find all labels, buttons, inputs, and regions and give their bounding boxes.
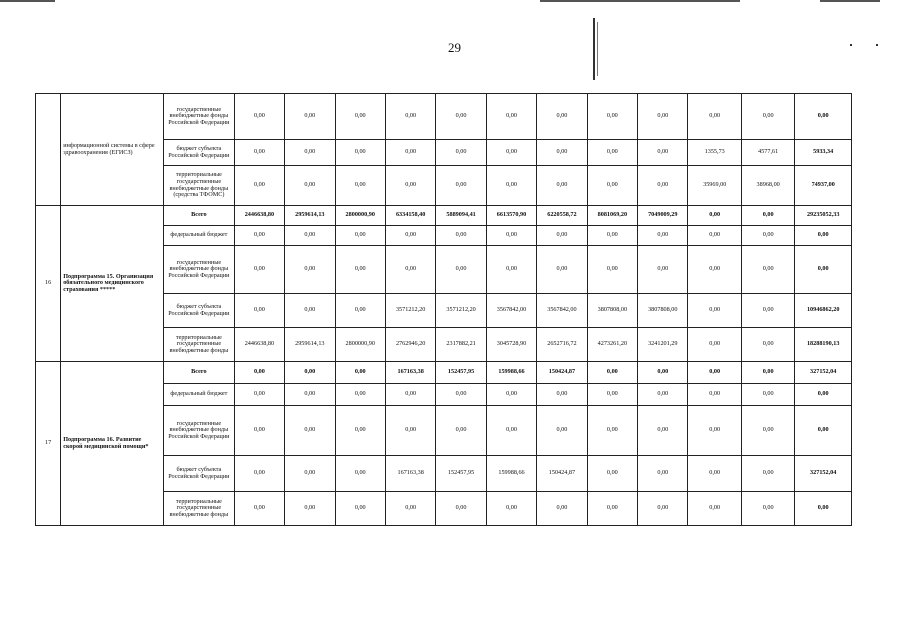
funding-source: Всего [164, 206, 235, 226]
amount-cell: 0,00 [587, 362, 637, 384]
funding-source: территориальные государственные внебюджетные фонды [164, 492, 235, 526]
amount-cell: 35969,00 [688, 166, 741, 206]
amount-cell: 0,00 [537, 94, 587, 140]
total-cell: 10946862,20 [795, 294, 852, 328]
amount-cell: 2800000,90 [335, 328, 385, 362]
amount-cell: 0,00 [688, 406, 741, 456]
amount-cell: 3807808,00 [587, 294, 637, 328]
amount-cell: 0,00 [486, 94, 536, 140]
amount-cell: 0,00 [741, 94, 794, 140]
page-number: 29 [448, 40, 461, 55]
amount-cell: 0,00 [688, 456, 741, 492]
funding-source: государственные внебюджетные фонды Российской Федерации [164, 94, 235, 140]
amount-cell: 0,00 [285, 166, 335, 206]
scan-top-mark [820, 0, 880, 2]
amount-cell: 0,00 [385, 406, 435, 456]
amount-cell: 0,00 [587, 94, 637, 140]
amount-cell: 0,00 [436, 246, 486, 294]
total-cell: 18288190,13 [795, 328, 852, 362]
amount-cell: 150424,87 [537, 362, 587, 384]
scan-dot [850, 44, 852, 46]
amount-cell: 3571212,20 [436, 294, 486, 328]
scan-dot [876, 44, 878, 46]
amount-cell: 0,00 [638, 362, 688, 384]
amount-cell: 6220558,72 [537, 206, 587, 226]
amount-cell: 0,00 [385, 140, 435, 166]
scan-binding-line [593, 18, 595, 80]
amount-cell: 0,00 [688, 492, 741, 526]
amount-cell: 0,00 [587, 384, 637, 406]
funding-source: бюджет субъекта Российской Федерации [164, 456, 235, 492]
amount-cell: 0,00 [688, 94, 741, 140]
row-number: 17 [36, 362, 61, 526]
amount-cell: 3567842,00 [486, 294, 536, 328]
amount-cell: 0,00 [335, 406, 385, 456]
amount-cell: 3241201,29 [638, 328, 688, 362]
program-name: Подпрограмма 15. Организация обязательного медицинского страхования ***** [61, 206, 164, 362]
amount-cell: 0,00 [486, 384, 536, 406]
amount-cell: 0,00 [587, 166, 637, 206]
amount-cell: 0,00 [688, 226, 741, 246]
funding-source: государственные внебюджетные фонды Российской Федерации [164, 246, 235, 294]
amount-cell: 2959614,13 [285, 328, 335, 362]
amount-cell: 0,00 [741, 362, 794, 384]
amount-cell: 0,00 [285, 362, 335, 384]
amount-cell: 0,00 [385, 384, 435, 406]
funding-source: бюджет субъекта Российской Федерации [164, 140, 235, 166]
amount-cell: 3045728,90 [486, 328, 536, 362]
amount-cell: 167163,38 [385, 362, 435, 384]
funding-source: Всего [164, 362, 235, 384]
amount-cell: 0,00 [741, 406, 794, 456]
amount-cell: 0,00 [234, 492, 284, 526]
amount-cell: 0,00 [486, 140, 536, 166]
amount-cell: 0,00 [486, 246, 536, 294]
amount-cell: 0,00 [335, 492, 385, 526]
amount-cell: 0,00 [285, 384, 335, 406]
amount-cell: 0,00 [741, 226, 794, 246]
amount-cell: 0,00 [285, 294, 335, 328]
amount-cell: 0,00 [688, 384, 741, 406]
funding-source: территориальные государственные внебюджетные фонды (средства ТФОМС) [164, 166, 235, 206]
amount-cell: 0,00 [335, 294, 385, 328]
amount-cell: 0,00 [385, 166, 435, 206]
amount-cell: 0,00 [537, 492, 587, 526]
amount-cell: 159988,66 [486, 456, 536, 492]
amount-cell: 0,00 [285, 140, 335, 166]
amount-cell: 0,00 [436, 140, 486, 166]
amount-cell: 0,00 [234, 246, 284, 294]
amount-cell: 0,00 [688, 206, 741, 226]
amount-cell: 0,00 [537, 140, 587, 166]
amount-cell: 0,00 [587, 406, 637, 456]
amount-cell: 0,00 [638, 140, 688, 166]
scan-binding-line-thin [597, 22, 598, 76]
amount-cell: 0,00 [638, 492, 688, 526]
program-name: информационной системы в сфере здравоохранения (ЕГИСЗ) [61, 94, 164, 206]
amount-cell: 152457,95 [436, 362, 486, 384]
funding-source: федеральный бюджет [164, 384, 235, 406]
amount-cell: 0,00 [436, 492, 486, 526]
row-number: 16 [36, 206, 61, 362]
amount-cell: 0,00 [385, 226, 435, 246]
amount-cell: 0,00 [335, 140, 385, 166]
amount-cell: 0,00 [741, 328, 794, 362]
amount-cell: 2317882,21 [436, 328, 486, 362]
funding-source: федеральный бюджет [164, 226, 235, 246]
amount-cell: 0,00 [436, 94, 486, 140]
amount-cell: 0,00 [486, 406, 536, 456]
amount-cell: 0,00 [638, 456, 688, 492]
amount-cell: 0,00 [285, 94, 335, 140]
amount-cell: 0,00 [537, 246, 587, 294]
amount-cell: 3567842,00 [537, 294, 587, 328]
amount-cell: 0,00 [741, 384, 794, 406]
amount-cell: 0,00 [741, 294, 794, 328]
amount-cell: 0,00 [741, 246, 794, 294]
amount-cell: 152457,95 [436, 456, 486, 492]
amount-cell: 2652716,72 [537, 328, 587, 362]
total-cell: 5933,34 [795, 140, 852, 166]
amount-cell: 0,00 [234, 384, 284, 406]
amount-cell: 0,00 [285, 226, 335, 246]
amount-cell: 1355,73 [688, 140, 741, 166]
amount-cell: 150424,87 [537, 456, 587, 492]
amount-cell: 38968,00 [741, 166, 794, 206]
amount-cell: 2446638,80 [234, 206, 284, 226]
amount-cell: 159988,66 [486, 362, 536, 384]
table-row [36, 94, 852, 140]
amount-cell: 0,00 [638, 406, 688, 456]
amount-cell: 0,00 [587, 226, 637, 246]
amount-cell: 0,00 [436, 384, 486, 406]
amount-cell: 0,00 [234, 94, 284, 140]
amount-cell: 0,00 [537, 384, 587, 406]
total-cell: 74937,00 [795, 166, 852, 206]
total-cell: 0,00 [795, 246, 852, 294]
amount-cell: 3571212,20 [385, 294, 435, 328]
funding-table [35, 93, 852, 526]
amount-cell: 0,00 [688, 362, 741, 384]
funding-source: государственные внебюджетные фонды Российской Федерации [164, 406, 235, 456]
amount-cell: 6334158,40 [385, 206, 435, 226]
amount-cell: 2800000,90 [335, 206, 385, 226]
amount-cell: 0,00 [638, 94, 688, 140]
amount-cell: 0,00 [335, 362, 385, 384]
amount-cell: 0,00 [285, 406, 335, 456]
amount-cell: 6613570,90 [486, 206, 536, 226]
amount-cell: 0,00 [638, 246, 688, 294]
program-name: Подпрограмма 16. Развитие скорой медицинской помощи* [61, 362, 164, 526]
amount-cell: 0,00 [741, 456, 794, 492]
amount-cell: 0,00 [486, 166, 536, 206]
amount-cell: 0,00 [587, 492, 637, 526]
total-cell: 29235052,33 [795, 206, 852, 226]
amount-cell: 0,00 [537, 226, 587, 246]
amount-cell: 167163,38 [385, 456, 435, 492]
amount-cell: 0,00 [638, 166, 688, 206]
amount-cell: 0,00 [587, 246, 637, 294]
amount-cell: 0,00 [436, 406, 486, 456]
amount-cell: 0,00 [335, 94, 385, 140]
amount-cell: 0,00 [285, 246, 335, 294]
amount-cell: 0,00 [234, 362, 284, 384]
amount-cell: 0,00 [335, 384, 385, 406]
amount-cell: 0,00 [537, 166, 587, 206]
amount-cell: 0,00 [234, 140, 284, 166]
amount-cell: 0,00 [335, 246, 385, 294]
amount-cell: 0,00 [234, 226, 284, 246]
total-cell: 0,00 [795, 226, 852, 246]
total-cell: 0,00 [795, 384, 852, 406]
amount-cell: 2959614,13 [285, 206, 335, 226]
amount-cell: 0,00 [741, 492, 794, 526]
amount-cell: 0,00 [234, 166, 284, 206]
amount-cell: 0,00 [486, 492, 536, 526]
amount-cell: 0,00 [385, 492, 435, 526]
amount-cell: 0,00 [486, 226, 536, 246]
total-cell: 327152,04 [795, 456, 852, 492]
total-cell: 0,00 [795, 406, 852, 456]
amount-cell: 5889094,41 [436, 206, 486, 226]
scan-top-mark [0, 0, 55, 2]
amount-cell: 3807808,00 [638, 294, 688, 328]
amount-cell: 8081069,20 [587, 206, 637, 226]
amount-cell: 0,00 [436, 166, 486, 206]
table-row [36, 206, 852, 226]
amount-cell: 2762946,20 [385, 328, 435, 362]
amount-cell: 0,00 [335, 166, 385, 206]
amount-cell: 0,00 [587, 140, 637, 166]
amount-cell: 7049009,29 [638, 206, 688, 226]
table-row [36, 362, 852, 384]
amount-cell: 0,00 [587, 456, 637, 492]
amount-cell: 0,00 [741, 206, 794, 226]
amount-cell: 4577,61 [741, 140, 794, 166]
amount-cell: 0,00 [436, 226, 486, 246]
amount-cell: 0,00 [385, 246, 435, 294]
amount-cell: 0,00 [688, 328, 741, 362]
amount-cell: 0,00 [285, 456, 335, 492]
amount-cell: 0,00 [234, 406, 284, 456]
amount-cell: 2446638,80 [234, 328, 284, 362]
amount-cell: 0,00 [335, 226, 385, 246]
amount-cell: 0,00 [385, 94, 435, 140]
amount-cell: 0,00 [688, 294, 741, 328]
amount-cell: 0,00 [638, 226, 688, 246]
amount-cell: 0,00 [285, 492, 335, 526]
amount-cell: 0,00 [537, 406, 587, 456]
scan-top-mark [540, 0, 740, 2]
total-cell: 327152,04 [795, 362, 852, 384]
amount-cell: 0,00 [688, 246, 741, 294]
funding-source: бюджет субъекта Российской Федерации [164, 294, 235, 328]
amount-cell: 0,00 [335, 456, 385, 492]
amount-cell: 0,00 [234, 456, 284, 492]
total-cell: 0,00 [795, 94, 852, 140]
total-cell: 0,00 [795, 492, 852, 526]
amount-cell: 0,00 [638, 384, 688, 406]
amount-cell: 0,00 [234, 294, 284, 328]
funding-source: территориальные государственные внебюджетные фонды [164, 328, 235, 362]
amount-cell: 4273261,20 [587, 328, 637, 362]
row-number [36, 94, 61, 206]
